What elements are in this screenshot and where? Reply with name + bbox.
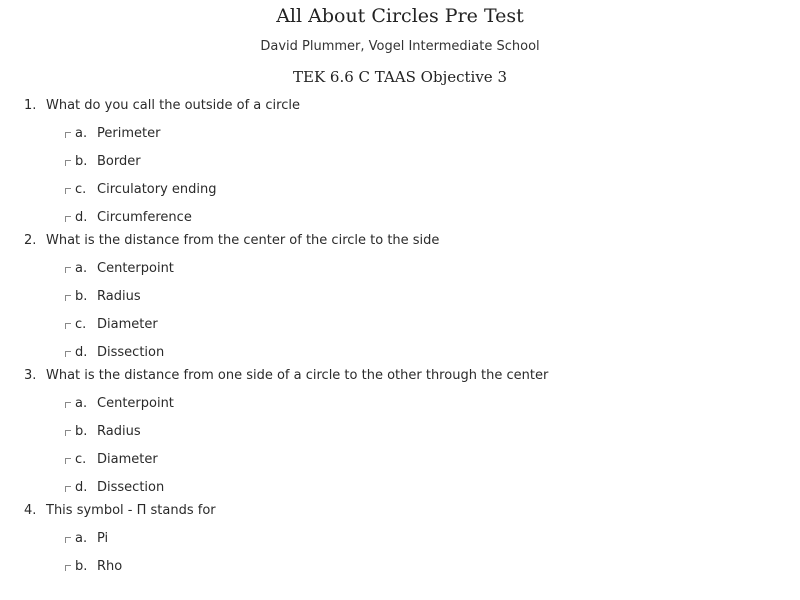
radio-button-icon[interactable] <box>65 295 71 301</box>
choice-label: Pi <box>97 530 109 546</box>
choice-label: Diameter <box>97 316 158 332</box>
objective-heading: TEK 6.6 C TAAS Objective 3 <box>292 68 507 86</box>
choice-1a[interactable] <box>24 119 784 147</box>
radio-button-icon[interactable] <box>65 267 71 273</box>
choice-3d[interactable] <box>24 473 784 501</box>
radio-button-icon[interactable] <box>65 132 71 138</box>
choice-1b[interactable] <box>24 147 784 175</box>
choice-1d[interactable] <box>24 203 784 231</box>
question-text <box>24 96 784 115</box>
choice-letter: b. <box>75 288 88 304</box>
question-2 <box>24 231 784 366</box>
question-text <box>24 501 784 520</box>
question-number: 3. <box>24 368 37 383</box>
question-text <box>24 366 784 385</box>
choice-label: Rho <box>97 558 123 574</box>
choice-letter: d. <box>75 479 88 495</box>
choice-2d[interactable] <box>24 338 784 366</box>
choice-3c[interactable] <box>24 445 784 473</box>
choice-label: Circumference <box>97 209 192 225</box>
radio-button-icon[interactable] <box>65 160 71 166</box>
choice-letter: b. <box>75 423 88 439</box>
choice-label: Perimeter <box>97 125 161 141</box>
radio-button-icon[interactable] <box>65 351 71 357</box>
choice-label: Circulatory ending <box>97 181 217 197</box>
choice-list <box>24 115 784 231</box>
question-number: 2. <box>24 233 37 248</box>
choice-letter: d. <box>75 209 88 225</box>
question-1 <box>24 96 784 231</box>
radio-button-icon[interactable] <box>65 430 71 436</box>
question-3 <box>24 366 784 501</box>
choice-label: Radius <box>97 288 141 304</box>
choice-3a[interactable] <box>24 389 784 417</box>
choice-list <box>24 250 784 366</box>
radio-button-icon[interactable] <box>65 486 71 492</box>
radio-button-icon[interactable] <box>65 537 71 543</box>
question-prompt: What is the distance from the center of the circle to the side <box>46 233 440 248</box>
choice-label: Centerpoint <box>97 260 174 276</box>
choice-letter: a. <box>75 260 88 276</box>
choice-letter: b. <box>75 153 88 169</box>
choice-letter: a. <box>75 530 88 546</box>
choice-2b[interactable] <box>24 282 784 310</box>
choice-2c[interactable] <box>24 310 784 338</box>
radio-button-icon[interactable] <box>65 458 71 464</box>
choice-label: Dissection <box>97 479 165 495</box>
choice-4b[interactable] <box>24 552 784 580</box>
question-4 <box>24 501 784 580</box>
radio-button-icon[interactable] <box>65 188 71 194</box>
choice-list <box>24 385 784 501</box>
page-title: All About Circles Pre Test <box>276 5 524 27</box>
choice-letter: c. <box>75 451 87 467</box>
choice-2a[interactable] <box>24 254 784 282</box>
choice-letter: d. <box>75 344 88 360</box>
choice-3b[interactable] <box>24 417 784 445</box>
question-prompt: What is the distance from one side of a circle to the other through the center <box>46 368 549 383</box>
radio-button-icon[interactable] <box>65 402 71 408</box>
choice-label: Centerpoint <box>97 395 174 411</box>
choice-label: Dissection <box>97 344 165 360</box>
radio-button-icon[interactable] <box>65 323 71 329</box>
choice-4a[interactable] <box>24 524 784 552</box>
radio-button-icon[interactable] <box>65 565 71 571</box>
question-number: 4. <box>24 503 37 518</box>
choice-letter: c. <box>75 181 87 197</box>
radio-button-icon[interactable] <box>65 216 71 222</box>
choice-label: Radius <box>97 423 141 439</box>
choice-letter: c. <box>75 316 87 332</box>
choice-letter: b. <box>75 558 88 574</box>
quiz-list <box>24 96 784 580</box>
question-text <box>24 231 784 250</box>
choice-list <box>24 520 784 580</box>
question-prompt: What do you call the outside of a circle <box>46 98 300 113</box>
choice-letter: a. <box>75 395 88 411</box>
author-line: David Plummer, Vogel Intermediate School <box>260 39 540 54</box>
choice-label: Border <box>97 153 141 169</box>
choice-letter: a. <box>75 125 88 141</box>
question-prompt: This symbol - Π stands for <box>46 503 216 518</box>
question-number: 1. <box>24 98 37 113</box>
choice-label: Diameter <box>97 451 158 467</box>
choice-1c[interactable] <box>24 175 784 203</box>
